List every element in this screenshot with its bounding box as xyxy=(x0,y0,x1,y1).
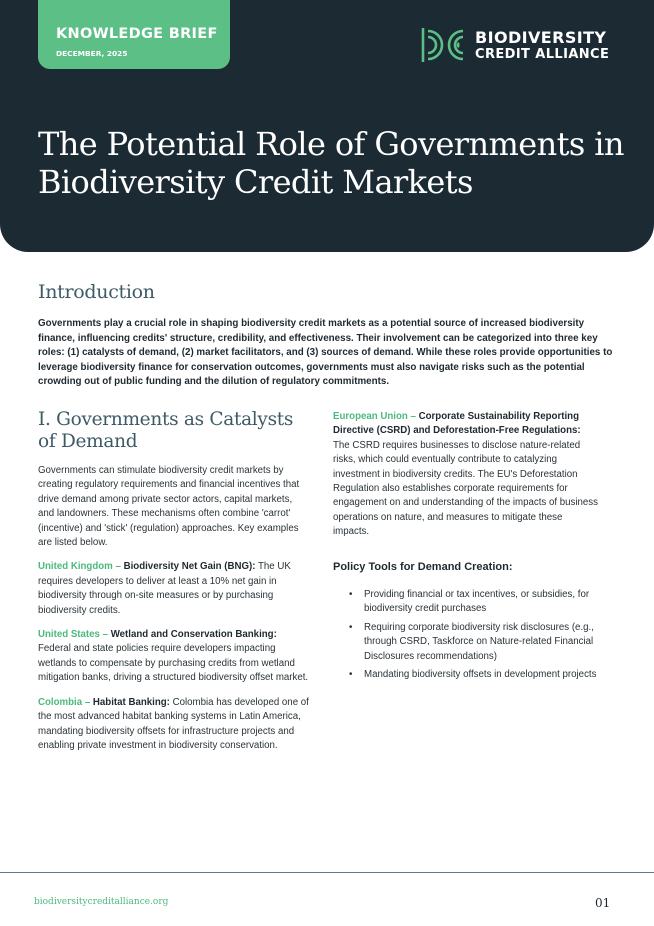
list-item xyxy=(333,668,599,682)
footer-website-link[interactable]: biodiversitycreditalliance.org xyxy=(34,897,169,907)
logo-wordmark-line2: CREDIT ALLIANCE xyxy=(475,47,610,62)
example-colombia xyxy=(38,696,310,754)
section-heading-catalysts: I. Governments as Catalysts of Demand xyxy=(38,409,294,452)
example-region: United States – xyxy=(38,629,108,641)
example-text: The CSRD requires businesses to disclose nature-related risks, which could eventually contribute to catalyzing investment in biodiversity credits. The EU's Deforestation Regulation also establishes corporate requirements for engagement on and understanding of the impacts of business operations on nature, and measures to mitigate these impacts. xyxy=(333,439,598,538)
bullet-icon: • xyxy=(349,621,353,633)
right-column xyxy=(333,410,599,540)
example-region: European Union – xyxy=(333,411,416,422)
example-title: Habitat Banking: xyxy=(92,696,170,708)
list-item xyxy=(333,588,599,617)
biodiversity-credit-alliance-logo xyxy=(421,25,621,65)
introduction-heading: Introduction xyxy=(38,281,155,303)
list-item-text: Providing financial or tax incentives, or subsidies, for biodiversity credit purchases xyxy=(364,589,590,615)
page-header xyxy=(0,0,654,252)
example-region: United Kingdom – xyxy=(38,561,121,573)
page-number: 01 xyxy=(595,896,611,910)
left-column xyxy=(38,464,310,763)
section-body: Governments can stimulate biodiversity credit markets by creating regulatory requirements and financial incentives that drive demand among private sector actors, capital markets, and landowners. These mechanisms often combine 'carrot' (incentive) and 'stick' (regulation) approaches. Key examples are listed below. xyxy=(38,465,300,549)
badge-date: DECEMBER, 2025 xyxy=(56,49,128,58)
example-european-union xyxy=(333,410,599,540)
example-title: Wetland and Conservation Banking: xyxy=(110,629,277,641)
example-region: Colombia – xyxy=(38,696,91,708)
alliance-logo-icon xyxy=(421,26,467,64)
bullet-icon: • xyxy=(349,589,353,600)
list-item-text: Requiring corporate biodiversity risk disclosures (e.g., through CSRD, Taskforce on Nature-related Financial Disclosures recommendations) xyxy=(364,621,594,662)
policy-tools-heading: Policy Tools for Demand Creation: xyxy=(333,561,513,573)
footer-divider xyxy=(0,872,654,873)
example-text: Colombia has developed one of the most advanced habitat banking systems in Latin America, mandating biodiversity offsets for infrastructure projects and enabling private investment in biodiversity conservation. xyxy=(38,696,309,751)
example-title: Biodiversity Net Gain (BNG): xyxy=(123,561,256,573)
example-text: The UK requires developers to deliver at least a 10% net gain in biodiversity through on-site measures or by purchasing biodiversity credits. xyxy=(38,561,291,616)
example-united-kingdom xyxy=(38,560,310,618)
list-item-text: Mandating biodiversity offsets in development projects xyxy=(364,669,597,681)
knowledge-brief-badge xyxy=(38,0,230,69)
example-united-states xyxy=(38,628,310,686)
bullet-icon: • xyxy=(349,669,353,681)
policy-tools-list xyxy=(333,588,599,686)
example-text: Federal and state policies require developers impacting wetlands to compensate by purchasing credits from wetland mitigation banks, driving a structured biodiversity offset market. xyxy=(38,643,309,684)
example-title: Corporate Sustainability Reporting Directive (CSRD) and Deforestation-Free Regulations: xyxy=(333,411,581,437)
page-title: The Potential Role of Governments in Biodiversity Credit Markets xyxy=(38,125,624,201)
list-item xyxy=(333,621,599,664)
logo-wordmark-line1: BIODIVERSITY xyxy=(475,28,607,47)
introduction-body: Governments play a crucial role in shaping biodiversity credit markets as a potential source of increased biodiversity finance, influencing credits' structure, credibility, and effectiveness. Their involvement can be categorized into three key roles: (1) catalysts of demand, (2) market facilitators, and (3) sources of demand. While these roles provide opportunities to leverage biodiversity finance for conservation outcomes, governments must also navigate risks such as the potential crowding out of public funding and the dilution of regulatory commitments. xyxy=(38,318,613,388)
badge-title: KNOWLEDGE BRIEF xyxy=(56,26,218,42)
